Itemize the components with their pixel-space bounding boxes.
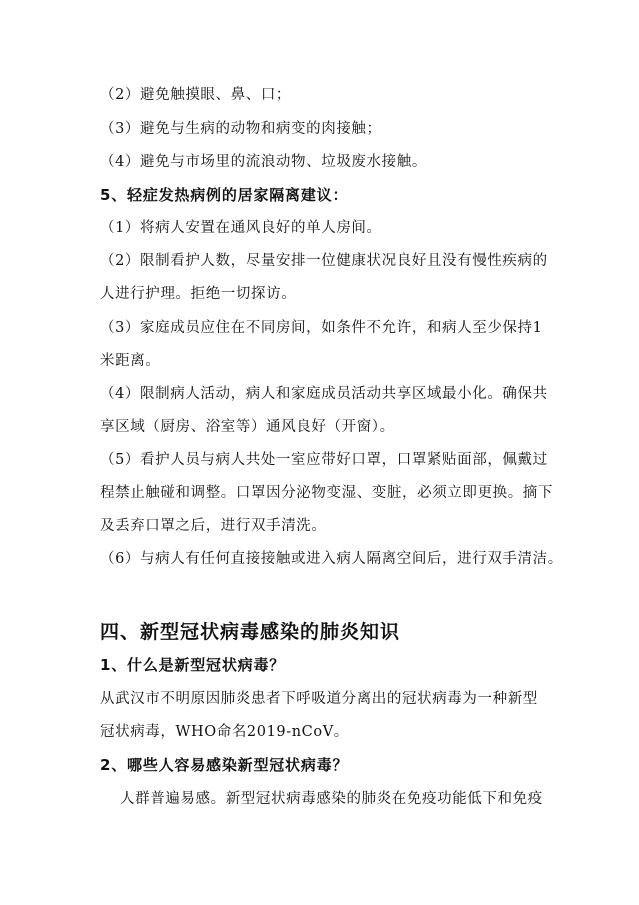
list-item-avoid-touching-face: （2）避免触摸眼、鼻、口； — [100, 87, 292, 103]
paragraph-virus-definition-cont: 冠状病毒，WHO命名2019-nCoV。 — [100, 724, 349, 740]
list-item-separate-rooms-cont: 米距离。 — [100, 353, 161, 369]
list-item-limit-caregivers-cont: 人进行护理。拒绝一切探访。 — [100, 286, 297, 302]
paragraph-virus-definition: 从武汉市不明原因肺炎患者下呼吸道分离出的冠状病毒为一种新型 — [100, 691, 538, 707]
list-item-hand-cleaning: （6）与病人有任何直接接触或进入病人隔离空间后，进行双手清洁。 — [100, 551, 563, 567]
list-item-wear-mask-cont-1: 程禁止触碰和调整。口罩因分泌物变湿、变脏，必须立即更换。摘下 — [100, 485, 553, 501]
list-item-avoid-market-animals: （4）避免与市场里的流浪动物、垃圾废水接触。 — [100, 154, 427, 170]
list-item-limit-activity: （4）限制病人活动，病人和家庭成员活动共享区域最小化。确保共 — [100, 386, 548, 402]
list-item-limit-caregivers: （2）限制看护人数，尽量安排一位健康状况良好且没有慢性疾病的 — [100, 253, 548, 269]
section-heading-home-isolation: 5、轻症发热病例的居家隔离建议： — [100, 186, 349, 204]
question-heading-who-susceptible: 2、哪些人容易感染新型冠状病毒？ — [100, 756, 349, 774]
list-item-single-room: （1）将病人安置在通风良好的单人房间。 — [100, 220, 382, 236]
paragraph-susceptible-population: 人群普遍易感。新型冠状病毒感染的肺炎在免疫功能低下和免疫 — [120, 791, 543, 807]
list-item-wear-mask: （5）看护人员与病人共处一室应带好口罩，口罩紧贴面部，佩戴过 — [100, 452, 548, 468]
list-item-avoid-sick-animals: （3）避免与生病的动物和病变的肉接触； — [100, 121, 382, 137]
list-item-separate-rooms: （3）家庭成员应住在不同房间，如条件不允许，和病人至少保持1 — [100, 320, 543, 336]
list-item-wear-mask-cont-2: 及丢弃口罩之后，进行双手清洗。 — [100, 518, 327, 534]
chapter-heading-pneumonia-knowledge: 四、新型冠状病毒感染的肺炎知识 — [100, 621, 401, 643]
list-item-limit-activity-cont: 享区域（厨房、浴室等）通风良好（开窗）。 — [100, 419, 395, 435]
question-heading-what-is-virus: 1、什么是新型冠状病毒？ — [100, 656, 286, 674]
